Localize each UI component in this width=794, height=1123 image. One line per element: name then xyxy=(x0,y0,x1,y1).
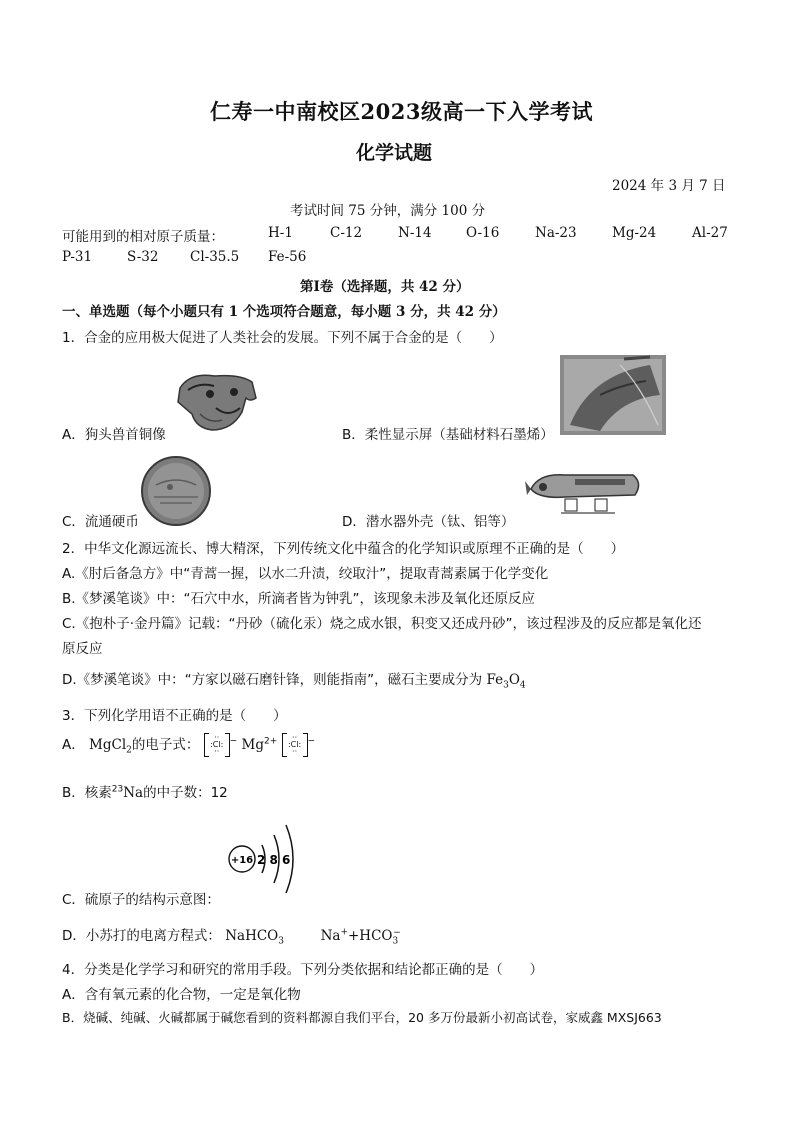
q2-option-b: B.《梦溪笔谈》中：“石穴中水，所滴者皆为钟乳”，该现象未涉及氧化还原反应 xyxy=(62,591,536,607)
coin-image xyxy=(140,455,212,527)
chloride-dots-2: ·· :Cl: ·· xyxy=(287,733,302,756)
graphene-screen-image xyxy=(560,355,666,435)
subject-title: 化学试题 xyxy=(356,142,433,164)
mass-o: O-16 xyxy=(466,225,500,241)
q4-stem: 4．分类是化学学习和研究的常用手段。下列分类依据和结论都正确的是（ ） xyxy=(62,962,544,978)
exam-info: 考试时间 75 分钟，满分 100 分 xyxy=(290,203,486,219)
mass-p: P-31 xyxy=(62,249,93,265)
mass-al: Al-27 xyxy=(692,225,728,241)
q1-stem: 1．合金的应用极大促进了人类社会的发展。下列不属于合金的是（ ） xyxy=(62,330,503,346)
q2-d-text: D.《梦溪笔谈》中：“方家以磁石磨针锋，则能指南”，磁石主要成分为 xyxy=(62,672,483,688)
shell-electrons: 2 8 6 xyxy=(257,853,291,867)
q4-option-b: B．烧碱、纯碱、火碱都属于碱您看到的资料都源自我们平台，20 多万份最新小初高试卷，家威鑫 MXSJ663 xyxy=(62,1010,662,1025)
q3-option-d: D．小苏打的电离方程式： NaHCO$_3$ $Na^++HCO_3^-$ xyxy=(62,927,401,947)
q1-option-b: B．柔性显示屏（基础材料石墨烯） xyxy=(342,427,554,443)
q2-option-c-line1: C.《抱朴子·金丹篇》记载：“丹砂（硫化汞）烧之成水银，积变又还成丹砂”，该过程涉及的反应都是氧化还 xyxy=(62,616,702,632)
mass-fe: Fe-56 xyxy=(268,249,307,265)
atomic-mass-label: 可能用到的相对原子质量： xyxy=(62,229,224,245)
q1-option-c: C．流通硬币 xyxy=(62,514,139,530)
q4-option-a: A．含有氧元素的化合物，一定是氧化物 xyxy=(62,987,301,1003)
section-heading: 一、单选题（每个小题只有 1 个选项符合题意，每小题 3 分，共 42 分） xyxy=(62,304,506,320)
mass-h: H-1 xyxy=(268,225,293,241)
mass-mg: Mg-24 xyxy=(612,225,657,241)
mass-na: Na-23 xyxy=(535,225,577,241)
q3-stem: 3．下列化学用语不正确的是（ ） xyxy=(62,708,287,724)
submersible-image xyxy=(525,465,645,521)
q1-option-a: A．狗头兽首铜像 xyxy=(62,427,166,443)
q1-option-d: D．潜水器外壳（钛、铝等） xyxy=(342,514,515,530)
part-title: 第Ⅰ卷（选择题，共 42 分） xyxy=(300,279,470,295)
q2-stem: 2．中华文化源远流长、博大精深，下列传统文化中蕴含的化学知识或原理不正确的是（ ） xyxy=(62,541,625,557)
dog-head-bronze-image xyxy=(170,368,260,436)
atomic-mass-list xyxy=(0,225,794,265)
q3-option-b: B．核素$^{23}$Na的中子数：12 xyxy=(62,784,228,801)
q2-d-formula: $Fe_3O_4$ xyxy=(486,672,526,691)
chloride-dots: ·· :Cl: ·· xyxy=(210,733,224,756)
q3-option-c: C．硫原子的结构示意图： xyxy=(62,892,220,908)
exam-date: 2024 年 3 月 7 日 xyxy=(612,178,726,194)
q2-option-d xyxy=(62,668,526,691)
q2-option-c-line2: 原反应 xyxy=(62,641,103,657)
q3-option-a: A． MgCl$_2$的电子式： ·· :Cl: ··− $Mg^{2+}$ ·· :Cl: ··− xyxy=(62,733,316,756)
mass-cl: Cl-35.5 xyxy=(190,249,240,265)
mass-n: N-14 xyxy=(398,225,432,241)
exam-title: 仁寿一中南校区2023级高一下入学考试 xyxy=(210,99,593,124)
mass-c: C-12 xyxy=(330,225,363,241)
mass-s: S-32 xyxy=(127,249,159,265)
sulfur-atom-diagram xyxy=(222,815,302,895)
q2-option-a: A.《肘后备急方》中“青蒿一握，以水二升渍，绞取汁”，提取青蒿素属于化学变化 xyxy=(62,566,549,582)
nucleus-label: +16 xyxy=(230,855,254,866)
